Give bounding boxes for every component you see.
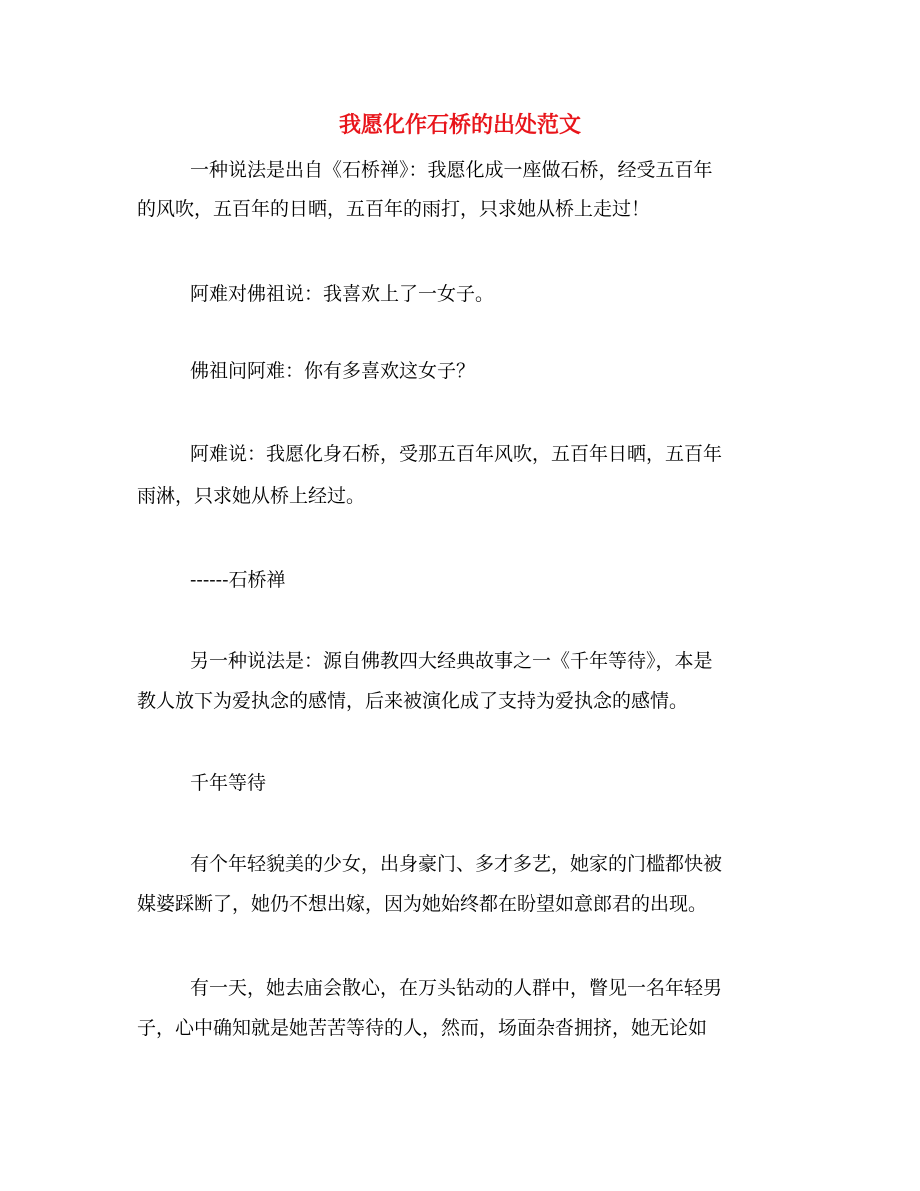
paragraph-line: 另一种说法是：源自佛教四大经典故事之一《千年等待》，本是 [190,650,713,672]
paragraph-line: 媒婆踩断了，她仍不想出嫁，因为她始终都在盼望如意郎君的出现。 [137,893,708,915]
paragraph-line: 雨淋，只求她从桥上经过。 [137,485,366,507]
paragraph-line: 阿难对佛祖说：我喜欢上了一女子。 [190,283,495,305]
paragraph-line: 阿难说：我愿化身石桥，受那五百年风吹，五百年日晒，五百年 [190,443,723,465]
paragraph-line: 佛祖问阿难：你有多喜欢这女子？ [190,360,476,382]
section-heading: 千年等待 [190,772,267,794]
paragraph-line: 子，心中确知就是她苦苦等待的人，然而，场面杂沓拥挤，她无论如 [137,1017,708,1039]
paragraph-line: 有个年轻貌美的少女，出身豪门、多才多艺，她家的门槛都快被 [190,853,723,875]
document-title: 我愿化作石桥的出处范文 [338,112,581,138]
paragraph-line: 有一天，她去庙会散心，在万头钻动的人群中，瞥见一名年轻男 [190,977,723,999]
paragraph-line: 教人放下为爱执念的感情，后来被演化成了支持为爱执念的感情。 [137,690,689,712]
paragraph-line: ------石桥禅 [190,569,286,591]
paragraph-line: 一种说法是出自《石桥禅》：我愿化成一座做石桥，经受五百年 [190,159,713,181]
paragraph-line: 的风吹，五百年的日晒，五百年的雨打，只求她从桥上走过！ [137,198,651,220]
